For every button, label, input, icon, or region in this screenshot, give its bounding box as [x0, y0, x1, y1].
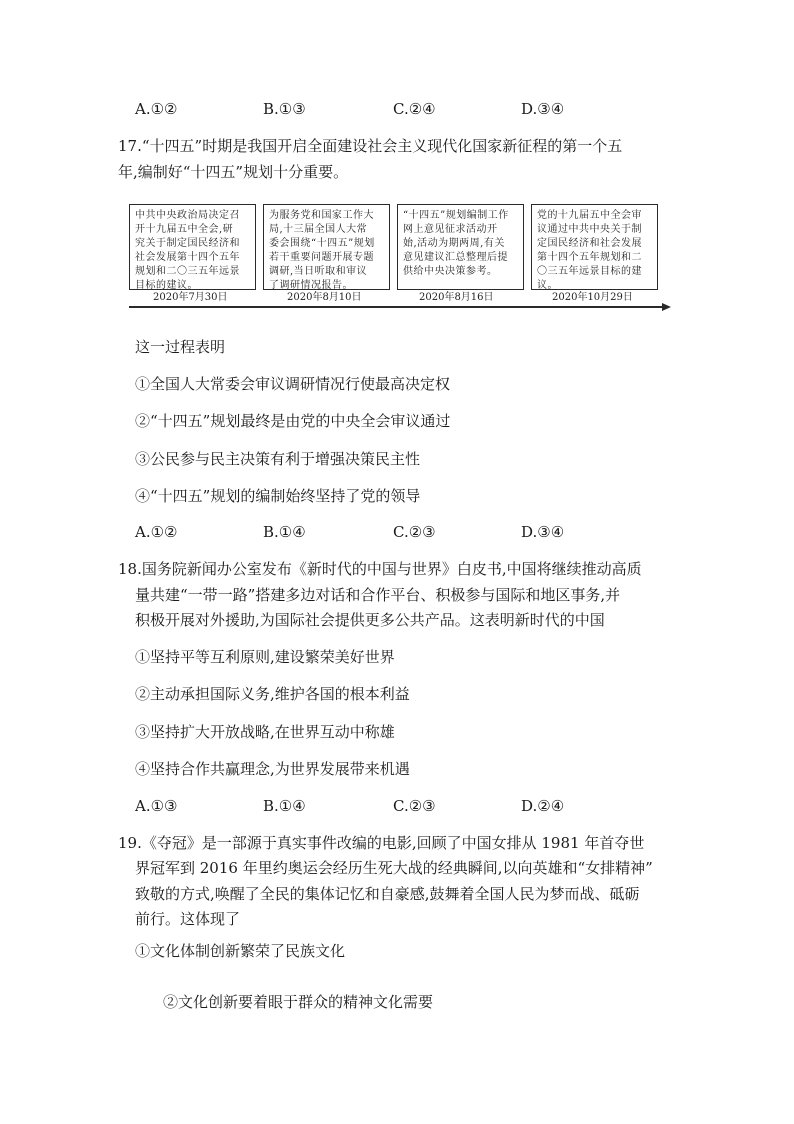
q17-statement-4: ④“十四五”规划的编制始终坚持了党的领导	[135, 487, 421, 505]
q19-stem-line-4: 前行。这体现了	[135, 910, 241, 928]
q18-statement-1: ①坚持平等互利原则,建设繁荣美好世界	[135, 648, 395, 666]
timeline-date-2: 2020年8月10日	[287, 292, 362, 303]
q17-option-c: C.②③	[393, 523, 436, 541]
timeline-date-4: 2020年10月29日	[552, 292, 633, 303]
q16-option-a: A.①②	[135, 100, 178, 118]
q17-stem-line-1: 17.“十四五”时期是我国开启全面建设社会主义现代化国家新征程的第一个五	[118, 137, 623, 155]
q17-option-b: B.①④	[263, 523, 306, 541]
q19-statement-2: ②文化创新要着眼于群众的精神文化需要	[163, 993, 434, 1011]
timeline-box-3: “十四五”规划编制工作 网上意见征求活动开 始,活动为期两周,有关 意见建议汇总整理后提 供给中央决策参考。	[397, 204, 524, 290]
q16-option-d: D.③④	[521, 100, 565, 118]
q17-option-a: A.①②	[135, 523, 178, 541]
q17-option-d: D.③④	[521, 523, 565, 541]
timeline-date-1: 2020年7月30日	[153, 292, 228, 303]
timeline-date-3: 2020年8月16日	[419, 292, 494, 303]
timeline-arrow-icon	[662, 303, 671, 311]
q19-stem-line-2: 界冠军到 2016 年里约奥运会经历生死大战的经典瞬间,以向英雄和“女排精神”	[135, 859, 653, 877]
q16-option-b: B.①③	[263, 100, 306, 118]
timeline-axis	[129, 306, 664, 308]
q18-statement-2: ②主动承担国际义务,维护各国的根本利益	[135, 685, 410, 703]
timeline-box-4: 党的十九届五中全会审 议通过中共中央关于制 定国民经济和社会发展 第十四个五年规划和二 〇三五年远景目标的建 议。	[531, 204, 658, 290]
q18-statement-3: ③坚持扩大开放战略,在世界互动中称雄	[135, 723, 395, 741]
q17-statement-3: ③公民参与民主决策有利于增强决策民主性	[135, 450, 421, 468]
q19-statement-1: ①文化体制创新繁荣了民族文化	[135, 942, 346, 960]
q19-stem-line-3: 致敬的方式,唤醒了全民的集体记忆和自豪感,鼓舞着全国人民为梦而战、砥砺	[135, 885, 640, 903]
q17-lead: 这一过程表明	[135, 338, 226, 356]
q18-option-d: D.②④	[521, 797, 565, 815]
q17-statement-2: ②“十四五”规划最终是由党的中央全会审议通过	[135, 412, 451, 430]
timeline-box-1: 中共中央政治局决定召 开十九届五中全会,研 究关于制定国民经济和 社会发展第十四个五年 规划和二〇三五年远景 目标的建议。	[129, 204, 256, 290]
timeline-box-2: 为服务党和国家工作大 局,十三届全国人大常 委会围绕“十四五”规划 若干重要问题开展专题 调研,当日听取和审议 了调研情况报告。	[263, 204, 390, 290]
q17-statement-1: ①全国人大常委会审议调研情况行使最高决定权	[135, 375, 451, 393]
q16-option-c: C.②④	[393, 100, 436, 118]
q18-stem-line-3: 积极开展对外援助,为国际社会提供更多公共产品。这表明新时代的中国	[135, 611, 605, 629]
q18-statement-4: ④坚持合作共赢理念,为世界发展带来机遇	[135, 760, 410, 778]
q18-stem-line-1: 18.国务院新闻办公室发布《新时代的中国与世界》白皮书,中国将继续推动高质	[118, 560, 642, 578]
q18-option-c: C.②③	[393, 797, 436, 815]
q18-option-a: A.①③	[135, 797, 178, 815]
q18-option-b: B.①④	[263, 797, 306, 815]
q17-stem-line-2: 年,编制好“十四五”规划十分重要。	[118, 163, 349, 181]
q19-stem-line-1: 19.《夺冠》是一部源于真实事件改编的电影,回顾了中国女排从 1981 年首夺世	[118, 834, 645, 852]
q18-stem-line-2: 量共建“一带一路”搭建多边对话和合作平台、积极参与国际和地区事务,并	[135, 586, 621, 604]
